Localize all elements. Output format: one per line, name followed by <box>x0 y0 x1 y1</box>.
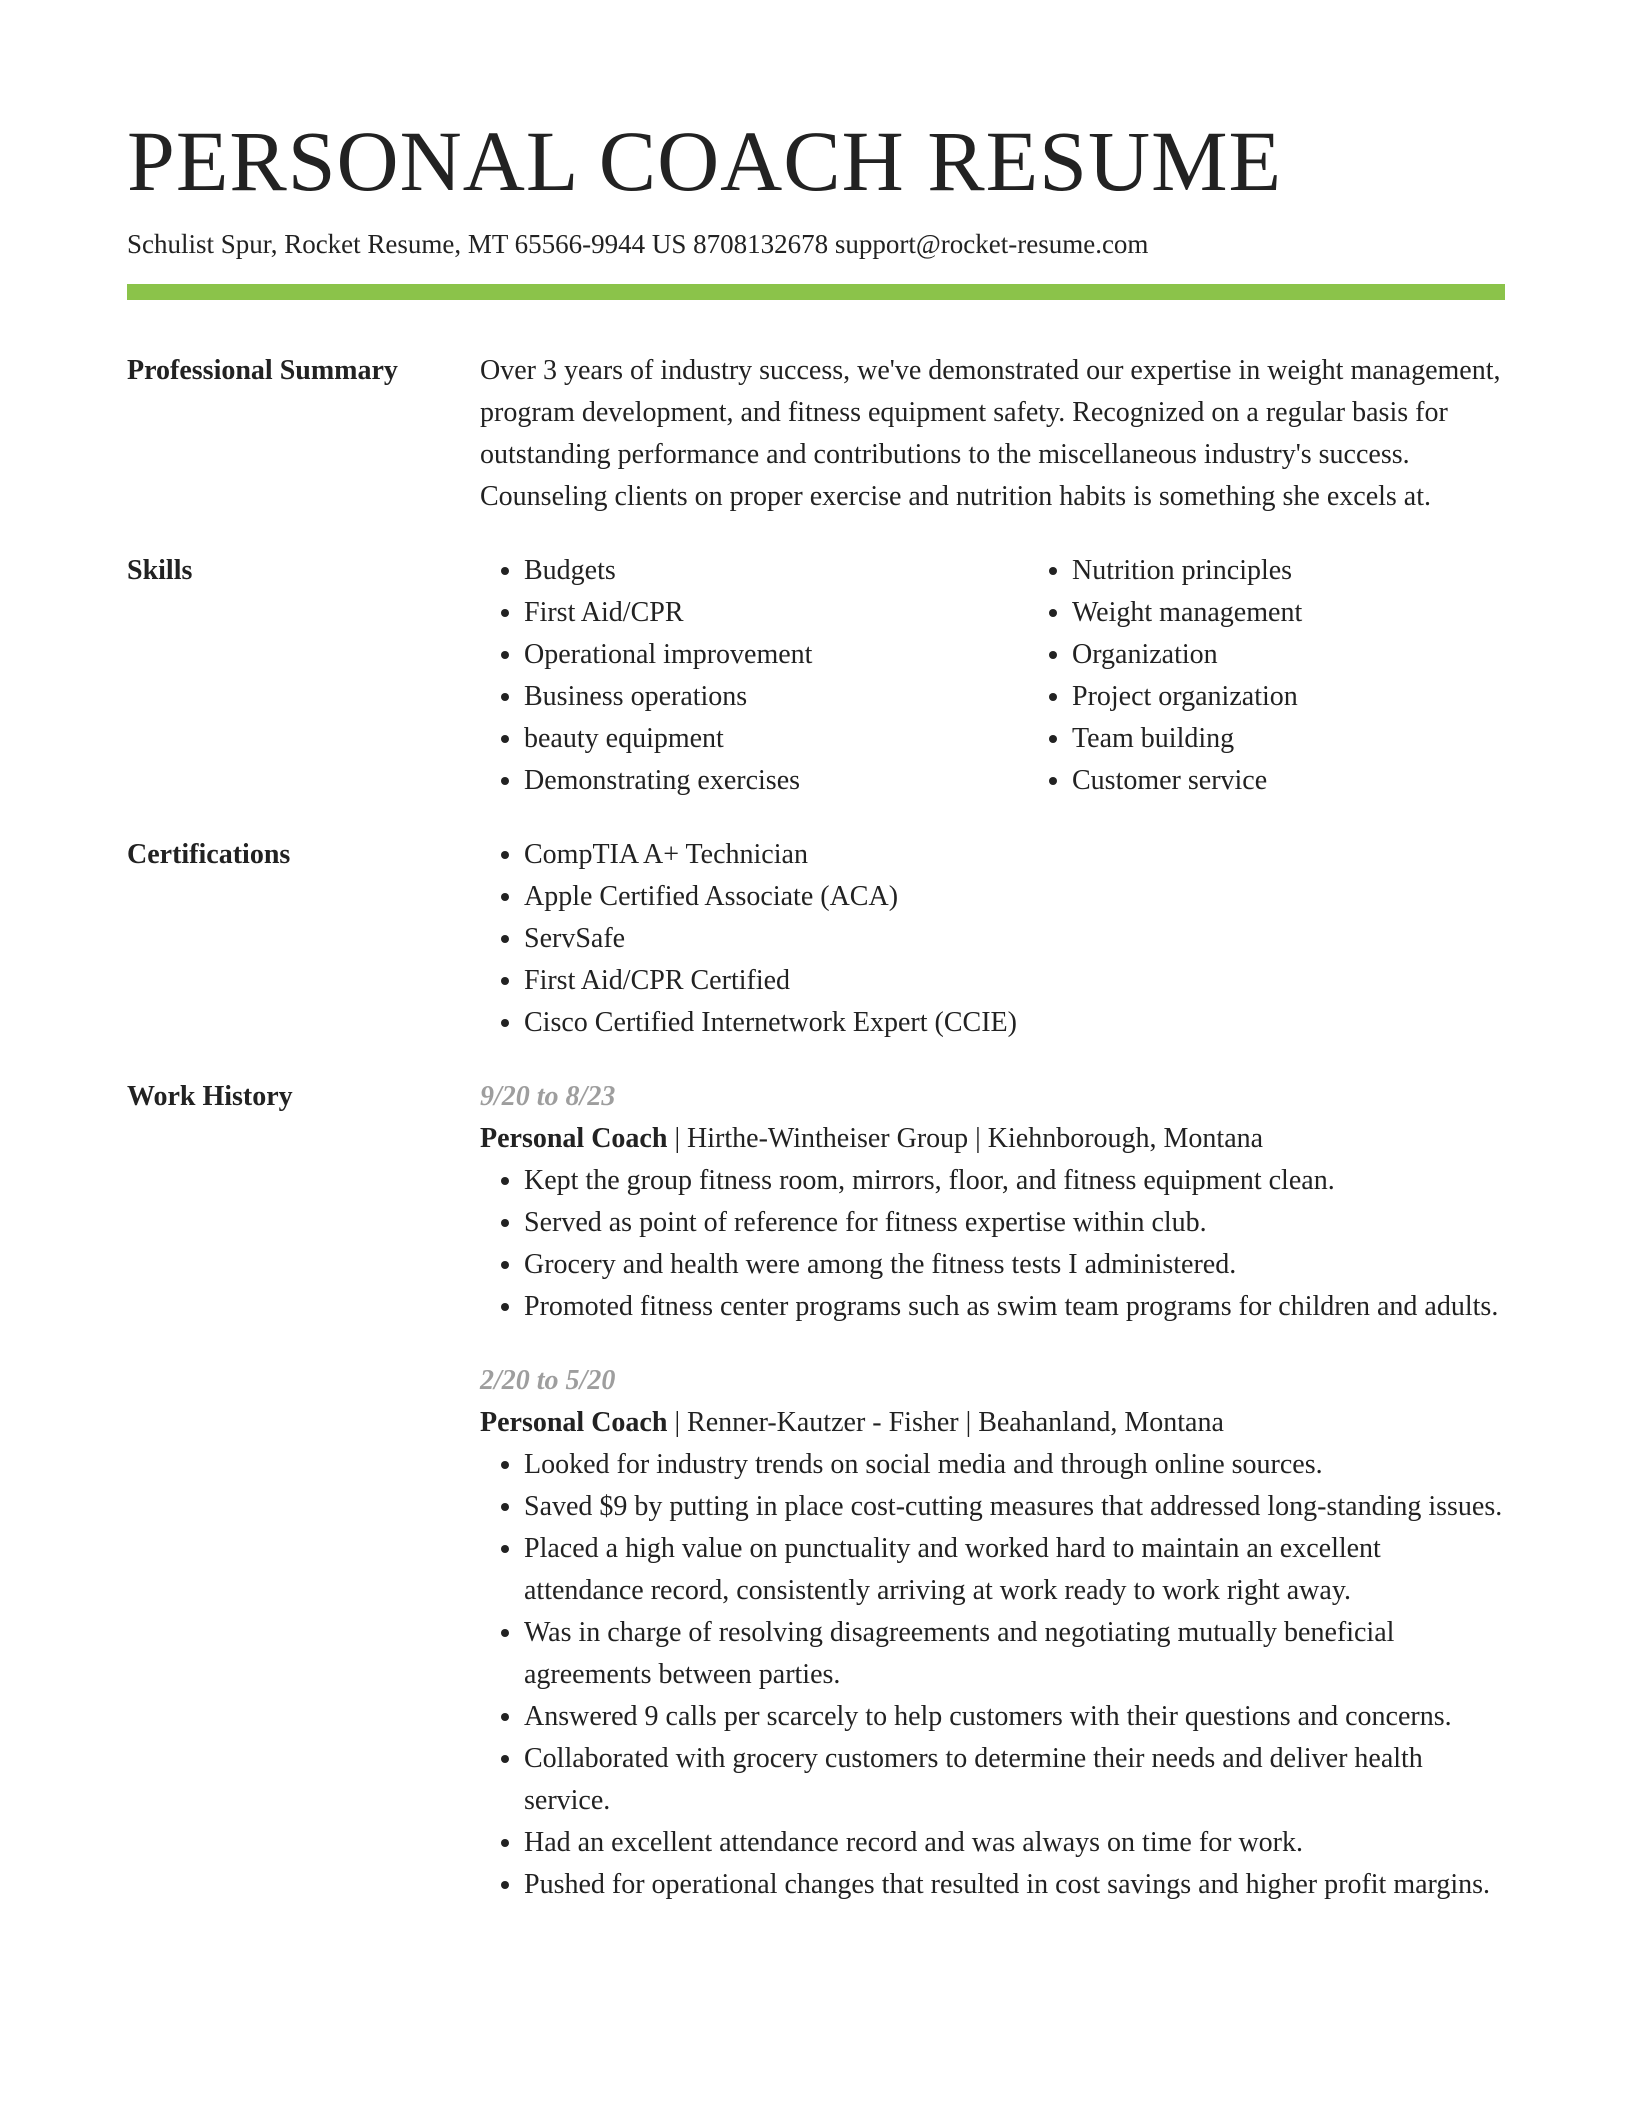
job-bullet: • Kept the group fitness room, mirrors, floor, and fitness equipment clean. <box>524 1160 1505 1202</box>
skill-item: • Organization <box>1072 634 1572 676</box>
job-company-location: | Renner-Kautzer - Fisher | Beahanland, Montana <box>667 1407 1224 1439</box>
job-bullet: • Answered 9 calls per scarcely to help customers with their questions and concerns. <box>524 1696 1505 1738</box>
resume-page <box>127 113 1505 1906</box>
job-entry <box>480 1360 1505 1906</box>
certification-item: • ServSafe <box>524 918 1505 960</box>
skill-item: • beauty equipment <box>524 718 1028 760</box>
certifications-body <box>480 834 1505 1044</box>
job-bullet: • Grocery and health were among the fitness tests I administered. <box>524 1244 1505 1286</box>
skill-item: • Budgets <box>524 550 1028 592</box>
section-label-summary: Professional Summary <box>127 355 398 387</box>
skill-item: • Demonstrating exercises <box>524 760 1028 802</box>
resume-title: PERSONAL COACH RESUME <box>127 113 1283 209</box>
contact-line: Schulist Spur, Rocket Resume, MT 65566-9944 US 8708132678 support@rocket-resume.com <box>127 229 1149 259</box>
job-bullet: • Collaborated with grocery customers to determine their needs and deliver health service. <box>524 1738 1505 1822</box>
skills-section <box>127 550 1505 802</box>
job-bullet: • Looked for industry trends on social media and through online sources. <box>524 1444 1505 1486</box>
job-bullet: • Was in charge of resolving disagreements and negotiating mutually beneficial agreements between parties. <box>524 1612 1505 1696</box>
job-bullet: • Saved $9 by putting in place cost-cutting measures that addressed long-standing issues. <box>524 1486 1505 1528</box>
job-bullet-list <box>480 1160 1505 1328</box>
skill-item: • Operational improvement <box>524 634 1028 676</box>
certification-item: • Apple Certified Associate (ACA) <box>524 876 1505 918</box>
accent-divider <box>127 284 1505 300</box>
job-company-location: | Hirthe-Wintheiser Group | Kiehnborough, Montana <box>667 1123 1264 1155</box>
summary-section <box>127 350 1505 518</box>
section-label-certifications: Certifications <box>127 839 291 871</box>
certification-item: • First Aid/CPR Certified <box>524 960 1505 1002</box>
job-bullet-list <box>480 1444 1505 1906</box>
certification-item: • CompTIA A+ Technician <box>524 834 1505 876</box>
job-bullet: • Placed a high value on punctuality and worked hard to maintain an excellent attendance record, consistently arriving at work ready to work right away. <box>524 1528 1505 1612</box>
skills-column-b <box>1028 550 1572 802</box>
job-dates: 9/20 to 8/23 <box>480 1081 616 1113</box>
certifications-list <box>480 834 1505 1044</box>
skill-item: • Weight management <box>1072 592 1572 634</box>
summary-text: Over 3 years of industry success, we've demonstrated our expertise in weight management, program development, and fitness equipment safety. Recognized on a regular basis for outstanding performance and contributions to the miscellaneous industry's success. Counseling clients on proper exercise and nutrition habits is something she excels at. <box>480 355 1501 513</box>
section-label-skills: Skills <box>127 555 193 587</box>
job-dates: 2/20 to 5/20 <box>480 1365 616 1397</box>
skill-item: • Business operations <box>524 676 1028 718</box>
section-label-work-history: Work History <box>127 1081 293 1113</box>
skills-column-a <box>480 550 1028 802</box>
job-title: Personal Coach <box>480 1407 668 1439</box>
job-entry <box>480 1076 1505 1328</box>
skill-item: • Customer service <box>1072 760 1572 802</box>
skills-grid <box>480 550 1572 802</box>
job-bullet: • Served as point of reference for fitness expertise within club. <box>524 1202 1505 1244</box>
certification-item: • Cisco Certified Internetwork Expert (CCIE) <box>524 1002 1505 1044</box>
job-bullet: • Pushed for operational changes that resulted in cost savings and higher profit margins. <box>524 1864 1505 1906</box>
job-heading <box>480 1402 1505 1444</box>
certifications-section <box>127 834 1505 1044</box>
skill-item: • Team building <box>1072 718 1572 760</box>
job-heading <box>480 1118 1505 1160</box>
job-bullet: • Promoted fitness center programs such as swim team programs for children and adults. <box>524 1286 1505 1328</box>
skill-item: • First Aid/CPR <box>524 592 1028 634</box>
skill-item: • Nutrition principles <box>1072 550 1572 592</box>
skill-item: • Project organization <box>1072 676 1572 718</box>
work-history-body <box>480 1076 1505 1906</box>
job-title: Personal Coach <box>480 1123 668 1155</box>
job-bullet: • Had an excellent attendance record and was always on time for work. <box>524 1822 1505 1864</box>
work-history-section <box>127 1076 1505 1906</box>
